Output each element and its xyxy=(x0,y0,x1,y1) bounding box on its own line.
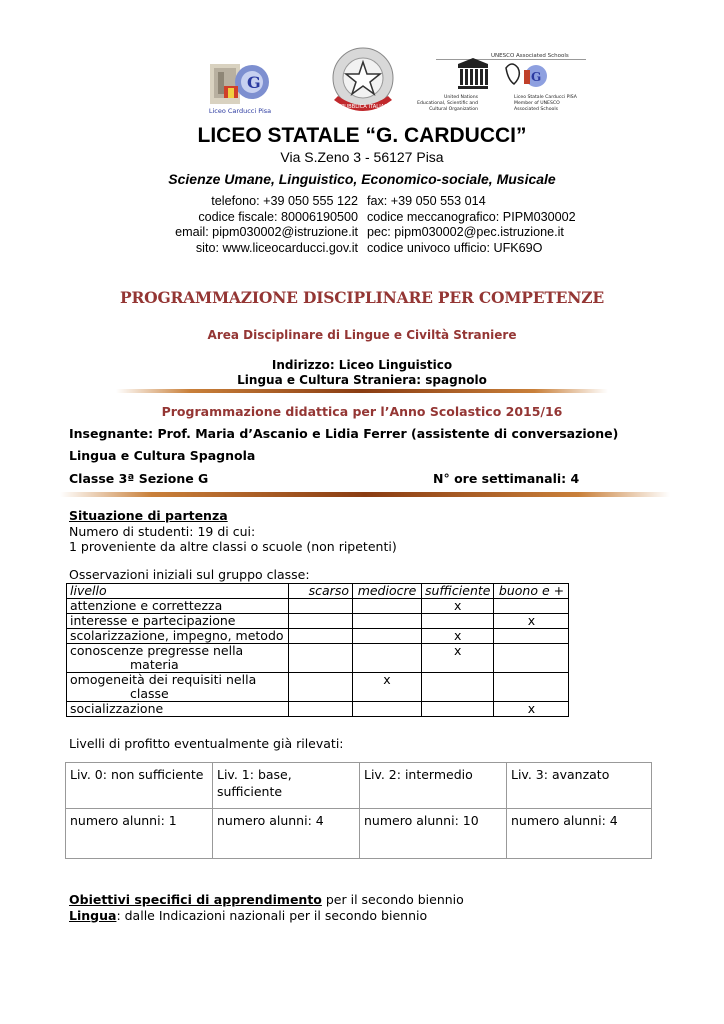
svg-text:Educational, Scientific and: Educational, Scientific and xyxy=(417,101,478,106)
document-title: PROGRAMMAZIONE DISCIPLINARE PER COMPETENZE xyxy=(120,288,604,307)
contact-fax: fax: +39 050 553 014 xyxy=(367,194,486,208)
row-label-line: conoscenze pregresse nella xyxy=(70,643,244,658)
level-cell: Liv. 3: avanzato xyxy=(507,763,652,809)
liceo-carducci-logo xyxy=(204,58,276,116)
row-label-line: classe xyxy=(130,686,169,701)
starting-situation xyxy=(69,508,397,555)
mark-cell xyxy=(289,644,353,673)
mark-cell xyxy=(494,673,569,702)
mark-cell xyxy=(353,644,422,673)
mark-cell xyxy=(289,614,353,629)
table-row xyxy=(67,599,569,614)
contact-email: email: pipm030002@istruzione.it xyxy=(175,225,358,239)
contact-phone: telefono: +39 050 555 122 xyxy=(211,194,358,208)
svg-text:Liceo Statale Carducci PISA: Liceo Statale Carducci PISA xyxy=(514,95,577,100)
mark-cell xyxy=(289,702,353,717)
subject-area: Area Disciplinare di Lingue e Civiltà Straniere xyxy=(207,328,517,342)
table-row xyxy=(67,614,569,629)
observations-table xyxy=(66,583,569,717)
column-header: scarso xyxy=(289,584,353,599)
mark-cell xyxy=(422,702,494,717)
school-name: LICEO STATALE “G. CARDUCCI” xyxy=(197,124,527,147)
contact-website: sito: www.liceocarducci.gov.it xyxy=(195,240,358,255)
column-header: buono e + xyxy=(494,584,569,599)
mark-cell: x xyxy=(422,599,494,614)
levels-row xyxy=(66,763,652,809)
svg-text:G: G xyxy=(247,73,261,92)
mark-cell: x xyxy=(494,702,569,717)
count-cell: numero alunni: 10 xyxy=(360,809,507,859)
level-cell: Liv. 0: non sufficiente xyxy=(66,763,213,809)
course-language: Lingua e Cultura Straniera: spagnolo xyxy=(237,373,487,387)
observations-header-row xyxy=(67,584,569,599)
svg-text:Cultural Organization: Cultural Organization xyxy=(429,107,478,112)
students-count: Numero di studenti: 19 di cui: xyxy=(69,523,256,539)
school-year-heading: Programmazione didattica per l’Anno Scolastico 2015/16 xyxy=(161,404,563,419)
objectives-line xyxy=(69,892,464,908)
level-cell: Liv. 1: base, sufficiente xyxy=(213,763,360,809)
mark-cell xyxy=(289,599,353,614)
svg-text:Associated Schools: Associated Schools xyxy=(514,107,559,112)
row-label-line: omogeneità dei requisiti nella xyxy=(70,672,257,687)
mark-cell: x xyxy=(353,673,422,702)
italian-republic-emblem xyxy=(326,44,400,120)
svg-text:REPUBBLICA ITALIANA: REPUBBLICA ITALIANA xyxy=(334,104,392,110)
mark-cell xyxy=(422,614,494,629)
table-row xyxy=(67,644,569,673)
levels-table xyxy=(65,762,652,859)
row-label: attenzione e correttezza xyxy=(67,599,289,614)
column-header: mediocre xyxy=(353,584,422,599)
column-header: sufficiente xyxy=(422,584,494,599)
svg-text:UNESCO Associated Schools: UNESCO Associated Schools xyxy=(491,53,569,59)
contact-fiscal-code: codice fiscale: 80006190500 xyxy=(198,209,358,224)
mark-cell: x xyxy=(422,629,494,644)
mark-cell: x xyxy=(494,614,569,629)
row-label: socializzazione xyxy=(67,702,289,717)
observations-intro: Osservazioni iniziali sul gruppo classe: xyxy=(69,567,310,582)
mark-cell xyxy=(494,599,569,614)
mark-cell xyxy=(353,702,422,717)
contact-mechanographic-code: codice meccanografico: PIPM030002 xyxy=(367,209,576,224)
mark-cell xyxy=(353,599,422,614)
divider-top xyxy=(116,389,608,393)
counts-row xyxy=(66,809,652,859)
svg-text:United Nations: United Nations xyxy=(444,95,478,100)
divider-bottom xyxy=(60,492,670,497)
mark-cell xyxy=(494,644,569,673)
row-label xyxy=(67,644,289,673)
objectives xyxy=(69,892,464,923)
mark-cell xyxy=(422,673,494,702)
count-cell: numero alunni: 4 xyxy=(507,809,652,859)
svg-text:Liceo Carducci Pisa: Liceo Carducci Pisa xyxy=(208,107,272,115)
contact-office-code: codice univoco ufficio: UFK69O xyxy=(367,240,543,255)
mark-cell xyxy=(353,614,422,629)
contacts-left xyxy=(175,194,358,256)
mark-cell xyxy=(289,673,353,702)
school-address: Via S.Zeno 3 - 56127 Pisa xyxy=(280,149,444,165)
row-label: scolarizzazione, impegno, metodo xyxy=(67,629,289,644)
levels-intro: Livelli di profitto eventualmente già rilevati: xyxy=(69,736,344,751)
svg-text:Member of UNESCO: Member of UNESCO xyxy=(514,101,560,106)
row-label-line: materia xyxy=(130,657,179,672)
column-header: livello xyxy=(67,584,289,599)
language-rest: : dalle Indicazioni nazionali per il secondo biennio xyxy=(116,907,428,923)
language-line xyxy=(69,908,464,924)
objectives-heading: Obiettivi specifici di apprendimento xyxy=(69,892,322,907)
row-label: interesse e partecipazione xyxy=(67,614,289,629)
school-subtitle: Scienze Umane, Linguistico, Economico-sociale, Musicale xyxy=(168,171,556,187)
subject-name: Lingua e Cultura Spagnola xyxy=(69,448,256,463)
language-label: Lingua xyxy=(69,907,117,923)
students-transferred: 1 proveniente da altre classi o scuole (non ripetenti) xyxy=(69,539,397,554)
mark-cell xyxy=(353,629,422,644)
count-cell: numero alunni: 4 xyxy=(213,809,360,859)
unesco-associated-schools-logo xyxy=(417,50,586,120)
teacher-info: Insegnante: Prof. Maria d’Ascanio e Lidia Ferrer (assistente di conversazione) xyxy=(69,426,619,441)
mark-cell xyxy=(494,629,569,644)
contact-pec: pec: pipm030002@pec.istruzione.it xyxy=(367,225,564,239)
objectives-heading-rest: per il secondo biennio xyxy=(321,892,464,907)
table-row xyxy=(67,702,569,717)
mark-cell xyxy=(289,629,353,644)
contacts-right xyxy=(367,194,576,256)
table-row xyxy=(67,673,569,702)
course-info xyxy=(0,358,724,388)
table-row xyxy=(67,629,569,644)
starting-situation-heading: Situazione di partenza xyxy=(69,508,228,523)
level-cell: Liv. 2: intermedio xyxy=(360,763,507,809)
row-label xyxy=(67,673,289,702)
weekly-hours: N° ore settimanali: 4 xyxy=(433,471,580,486)
mark-cell: x xyxy=(422,644,494,673)
class-section: Classe 3ª Sezione G xyxy=(69,471,209,486)
course-address: Indirizzo: Liceo Linguistico xyxy=(271,358,453,372)
svg-text:G: G xyxy=(531,70,542,84)
count-cell: numero alunni: 1 xyxy=(66,809,213,859)
